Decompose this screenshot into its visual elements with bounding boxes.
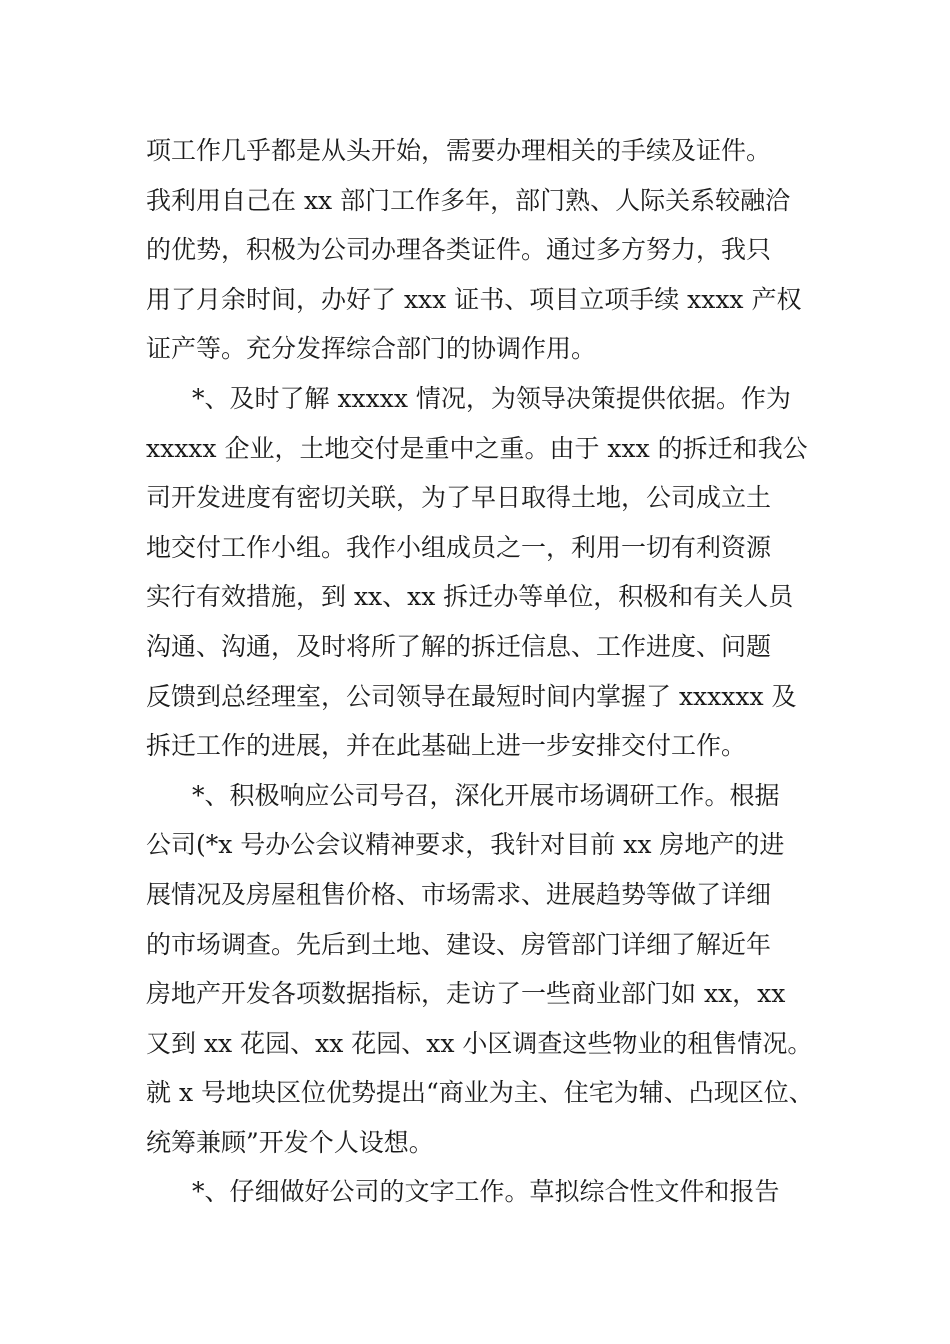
text-line: 展情况及房屋租售价格、市场需求、进展趋势等做了详细 <box>146 879 772 909</box>
text-line: 的优势，积极为公司办理各类证件。通过多方努力，我只 <box>146 235 772 265</box>
text-line: 就 x 号地块区位优势提出“商业为主、住宅为辅、凸现区位、 <box>146 1078 814 1108</box>
text-line: 沟通、沟通，及时将所了解的拆迁信息、工作进度、问题 <box>146 631 772 661</box>
text-line: 拆迁工作的进展，并在此基础上进一步安排交付工作。 <box>146 731 747 761</box>
document-body <box>146 126 816 1217</box>
paragraph-start-line: *、及时了解 xxxxx 情况，为领导决策提供依据。作为 <box>192 383 791 413</box>
text-line: 项工作几乎都是从头开始，需要办理相关的手续及证件。 <box>146 136 772 165</box>
text-line: 反馈到总经理室，公司领导在最短时间内掌握了 xxxxxx 及 <box>146 681 797 711</box>
paragraph-start-line: *、仔细做好公司的文字工作。草拟综合性文件和报告 <box>192 1177 780 1207</box>
text-line: 司开发进度有密切关联，为了早日取得土地，公司成立土 <box>146 483 772 513</box>
text-line: 的市场调查。先后到土地、建设、房管部门详细了解近年 <box>146 929 772 959</box>
text-line: 又到 xx 花园、xx 花园、xx 小区调查这些物业的租售情况。 <box>146 1028 813 1058</box>
text-line: xxxxx 企业，土地交付是重中之重。由于 xxx 的拆迁和我公 <box>146 433 808 463</box>
text-line: 房地产开发各项数据指标，走访了一些商业部门如 xx，xx <box>146 979 786 1009</box>
text-line: 用了月余时间，办好了 xxx 证书、项目立项手续 xxxx 产权 <box>146 284 802 314</box>
text-line: 证产等。充分发挥综合部门的协调作用。 <box>146 334 597 364</box>
paragraph-start-line: *、积极响应公司号召，深化开展市场调研工作。根据 <box>192 780 780 810</box>
text-line: 我利用自己在 xx 部门工作多年，部门熟、人际关系较融洽 <box>146 185 791 215</box>
text-line: 实行有效措施，到 xx、xx 拆迁办等单位，积极和有关人员 <box>146 582 794 612</box>
text-line: 地交付工作小组。我作小组成员之一，利用一切有利资源 <box>146 532 772 562</box>
text-line: 统筹兼顾”开发个人设想。 <box>146 1127 434 1157</box>
text-line: 公司(*x 号办公会议精神要求，我针对目前 xx 房地产的进 <box>146 830 785 860</box>
